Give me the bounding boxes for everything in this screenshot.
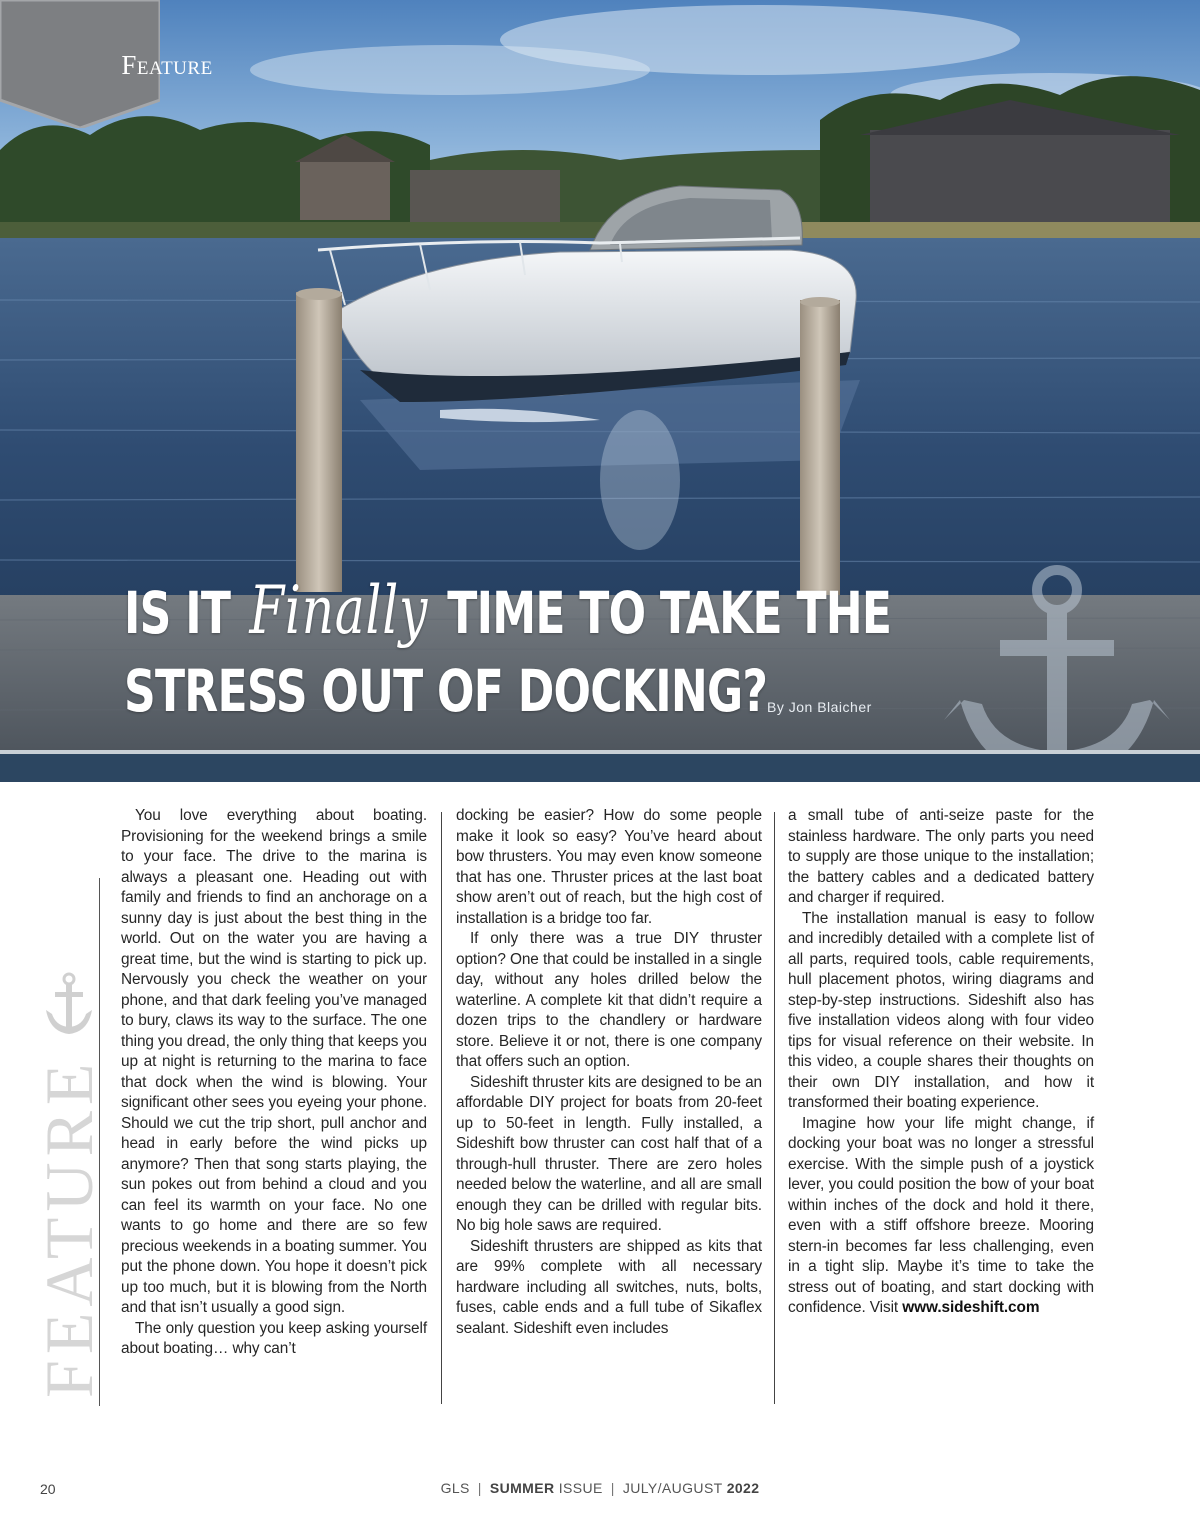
- headline-part-1: IS IT: [124, 579, 231, 647]
- paragraph: [788, 1114, 1094, 1319]
- footer-separator: |: [477, 1480, 482, 1496]
- page-number: 20: [40, 1481, 56, 1497]
- paragraph: The only question you keep asking yourself about boating… why can’t: [121, 1319, 427, 1357]
- issue-year: 2022: [726, 1480, 760, 1496]
- paragraph: Sideshift thrusters are shipped as kits that are 99% complete with all necessary hardware including all switches, nuts, bolts, fuses, cable ends and a full tube of Sikaflex sealant. Sideshift even includes: [456, 1237, 762, 1337]
- publication-name: GLS: [440, 1480, 470, 1496]
- column-divider: [774, 812, 775, 1404]
- paragraph: docking be easier? How do some people make it look so easy? You’ve heard about bow thrusters. You may even know someone that has one. Thruster prices at the last boat show aren’t out of reach, but the high cost of installation is a bridge too far.: [456, 807, 762, 927]
- footer-separator: |: [610, 1480, 615, 1496]
- page-footer: [0, 1480, 1200, 1496]
- paragraph: Sideshift thruster kits are designed to be an affordable DIY project for boats from 20-feet up to 50-feet in length. Fully installed, a Sideshift bow thruster can cost half that of a through-hull thruster. There are zero holes needed below the waterline, and all are small enough they can be drilled with regular bits. No big hole saws are required.: [456, 1073, 762, 1234]
- paragraph: You love everything about boating. Provisioning for the weekend brings a smile to your face. The drive to the marina is always a pleasant one. Heading out with family and friends to find an anchorage on a sunny day is just about the best thing in the world. Out on the water you are having a great time, but the wind is starting to pick up. Nervously you check the weather on your phone, and that dark feeling you’ve managed to bury, claws its way to the surface. The one thing you dread, the only thing that keeps you up at night is returning to the marina to face that dock when the wind is blowing. Your significant other sees you eyeing your phone. Should we cut the trip short, pull anchor and head in early before the wind picks up anymore? Then that song starts playing, the sun pokes out from behind a cloud and you can feel its warmth on your face. No one wants to go home and there are so few precious weekends in a boating summer. You put the phone down. You hope it doesn’t pick up too much, but it is blowing from the North and that isn’t usually a good sign.: [121, 807, 427, 1316]
- column-divider: [441, 812, 442, 1404]
- anchor-icon: [44, 972, 94, 1036]
- paragraph-text: Imagine how your life might change, if docking your boat was no longer a stressful exercise. With the simple push of a joystick lever, you could position the bow of your boat within inches of the dock and hold it there, even with a stiff offshore breeze. Mooring stern-in becomes far less challenging, even in a tight slip. Maybe it’s time to take the stress out of boating, and start docking with confidence. Visit: [788, 1114, 1094, 1316]
- section-tab-label: Feature: [121, 50, 213, 80]
- issue-word: ISSUE: [558, 1480, 603, 1496]
- paragraph: a small tube of anti-seize paste for the stainless hardware. The only parts you need to supply are those unique to the installation; the battery cables and a dedicated battery and charger if required.: [788, 807, 1094, 906]
- issue-season: SUMMER: [489, 1480, 555, 1496]
- headline-line-2: STRESS OUT OF DOCKING?: [124, 657, 768, 725]
- paragraph: The installation manual is easy to follow and incredibly detailed with a complete list of all parts, required tools, cable requirements, hull placement photos, wiring diagrams and step-by-step instructions. Sideshift also has five installation videos along with four video tips for visual reference on their website. In this video, a couple shares their thoughts on their own DIY installation, and how it transformed their boating experience.: [788, 909, 1094, 1111]
- sideshift-website-link[interactable]: www.sideshift.com: [902, 1299, 1040, 1316]
- article-column-2: [456, 806, 762, 1339]
- headline-part-2: TIME TO TAKE THE: [447, 579, 892, 647]
- headline-script-word: Finally: [249, 572, 429, 649]
- article-column-3: [788, 806, 1094, 1319]
- vertical-feature-label: FEATURE: [31, 1057, 107, 1398]
- article-column-1: [121, 806, 427, 1360]
- issue-months: JULY/AUGUST: [622, 1480, 723, 1496]
- headline-line-1: [124, 572, 892, 652]
- byline: By Jon Blaicher: [767, 699, 872, 715]
- paragraph: If only there was a true DIY thruster option? One that could be installed in a single day, without any holes drilled below the waterline. A complete kit that didn’t require a dozen trips to the chandlery or hardware store. Believe it or not, there is one company that offers such an option.: [456, 930, 762, 1070]
- hero-bottom-band: [0, 754, 1200, 782]
